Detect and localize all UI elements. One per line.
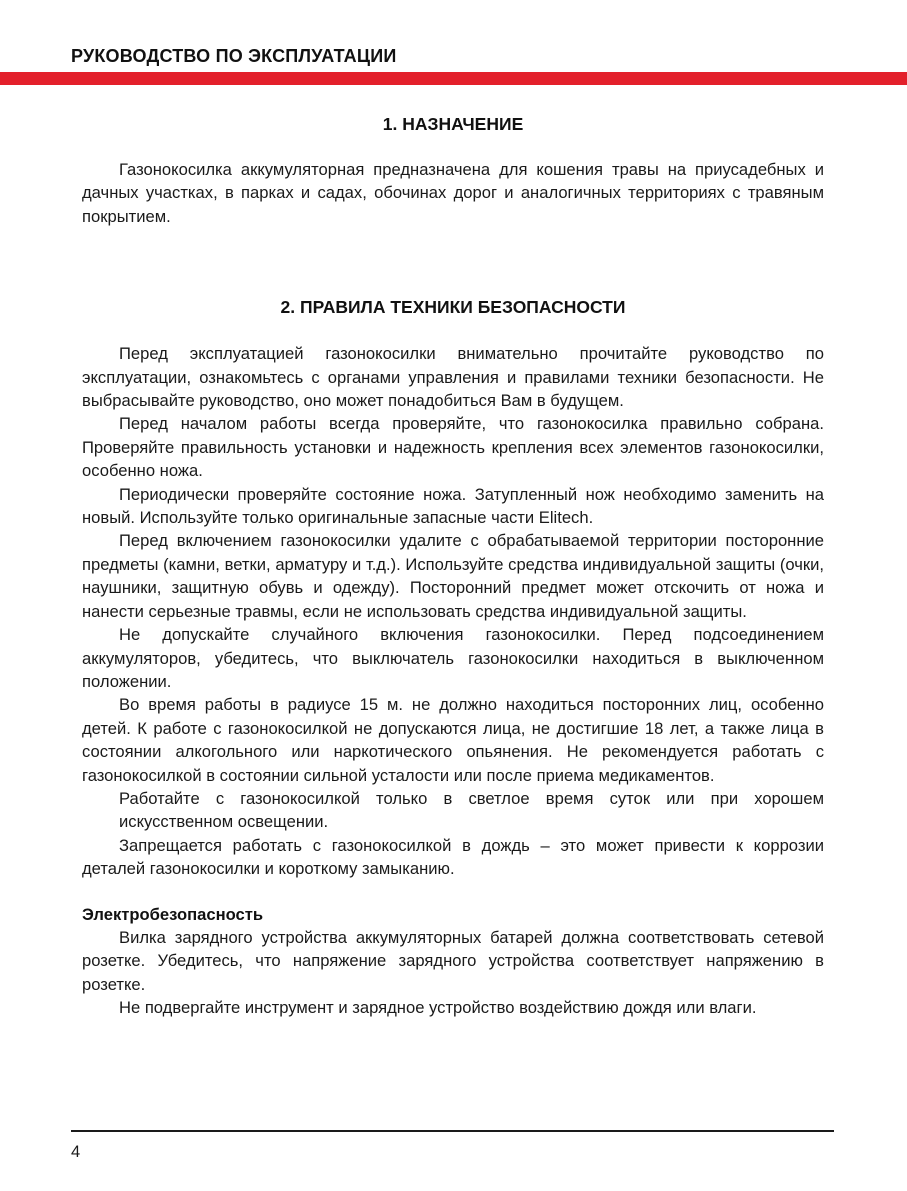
safety-paragraph-remove-objects: Перед включением газонокосилки удалите с обрабатываемой территории посторонние предметы (камни, ветки, арматуру и т.д.). Используйте средства индивидуальной защиты (очки, наушники, защитную обувь и одежду). Посторонний предмет может отскочить от ножа и нанести серьезные травмы, если не использовать средства индивидуальной защиты. [82, 531, 824, 621]
running-header-title: РУКОВОДСТВО ПО ЭКСПЛУАТАЦИИ [71, 46, 397, 66]
section-heading-safety-rules: 2. ПРАВИЛА ТЕХНИКИ БЕЗОПАСНОСТИ [280, 297, 626, 318]
safety-rules-body [82, 342, 824, 880]
page-content [82, 108, 824, 1020]
purpose-paragraph: Газонокосилка аккумуляторная предназначена для кошения травы на приусадебных и дачных участках, в парках и садах, обочинах дорог и аналогичных территориях с травяным покрытием. [82, 160, 824, 226]
subheading-electrical-safety: Электробезопасность [82, 904, 264, 924]
electrical-paragraph-moisture: Не подвергайте инструмент и зарядное устройство воздействию дождя или влаги. [119, 998, 757, 1018]
safety-paragraph-check-assembly: Перед началом работы всегда проверяйте, что газонокосилка правильно собрана. Проверяйте правильность установки и надежность крепления всех элементов газонокосилки, особенно ножа. [82, 414, 824, 481]
header-accent-bar [0, 72, 907, 85]
safety-paragraph-blade-condition: Периодически проверяйте состояние ножа. Затупленный нож необходимо заменить на новый. Используйте только оригинальные запасные части Elitech. [82, 484, 824, 528]
page-number: 4 [71, 1143, 81, 1161]
safety-paragraph-accidental-start: Не допускайте случайного включения газонокосилки. Перед подсоединением аккумуляторов, убедитесь, что выключатель газонокосилки находиться в выключенном положении. [82, 625, 824, 691]
safety-paragraph-read-manual: Перед эксплуатацией газонокосилки внимательно прочитайте руководство по эксплуатации, ознакомьтесь с органами управления и правилами техники безопасности. Не выбрасывайте руководство, оно может понадобиться Вам в будущем. [82, 344, 824, 411]
section-heading-purpose: 1. НАЗНАЧЕНИЕ [382, 114, 524, 134]
safety-paragraph-bystanders: Во время работы в радиусе 15 м. не должно находиться посторонних лиц, особенно детей. К работе с газонокосилкой не допускаются лица, не достигшие 18 лет, а также лица в состоянии алкогольного или наркотического опьянения. Не рекомендуется работать с газонокосилкой в состоянии сильной усталости или после приема медикаментов. [82, 695, 824, 785]
footer-divider [71, 1130, 834, 1132]
electrical-paragraph-charger-plug: Вилка зарядного устройства аккумуляторных батарей должна соответствовать сетевой розетке. Убедитесь, что напряжение зарядного устройства соответствует напряжению в розетке. [82, 927, 824, 994]
safety-paragraph-rain: Запрещается работать с газонокосилкой в дождь – это может привести к коррозии деталей газонокосилки и короткому замыканию. [82, 835, 824, 879]
safety-paragraph-daylight: Работайте с газонокосилкой только в светлое время суток или при хорошем искусственном освещении. [119, 788, 824, 832]
